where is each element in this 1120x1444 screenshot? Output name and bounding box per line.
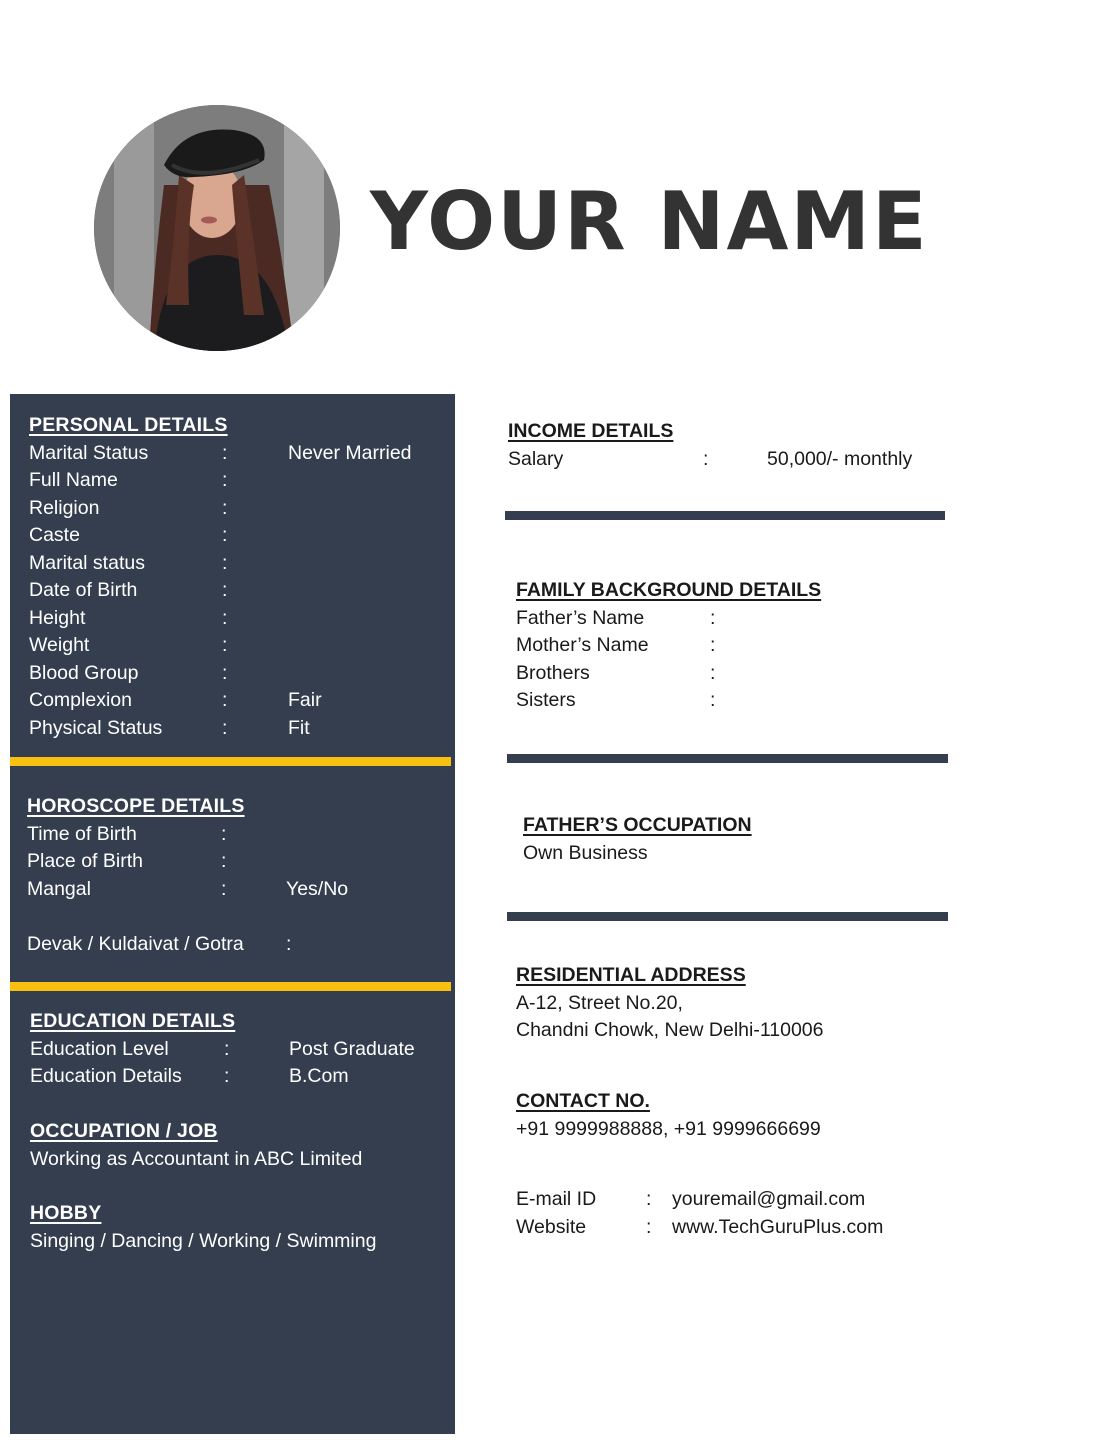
detail-row bbox=[27, 821, 447, 849]
detail-label: Mother’s Name bbox=[516, 634, 649, 656]
detail-row bbox=[30, 1036, 450, 1064]
detail-separator: : bbox=[222, 524, 228, 546]
detail-separator: : bbox=[710, 661, 716, 684]
detail-row bbox=[29, 605, 449, 633]
salary-label: Salary bbox=[508, 447, 564, 470]
horoscope-heading: HOROSCOPE DETAILS bbox=[27, 795, 245, 817]
address-section bbox=[516, 962, 956, 1045]
detail-separator: : bbox=[222, 469, 228, 491]
detail-row bbox=[29, 495, 449, 523]
detail-row bbox=[516, 660, 956, 688]
detail-separator: : bbox=[646, 1215, 652, 1238]
detail-separator: : bbox=[221, 877, 227, 900]
detail-label: Place of Birth bbox=[27, 850, 143, 872]
phone-numbers: +91 9999988888, +91 9999666699 bbox=[516, 1117, 821, 1140]
personal-details-heading: PERSONAL DETAILS bbox=[29, 414, 228, 436]
education-heading: EDUCATION DETAILS bbox=[30, 1010, 236, 1032]
family-heading: FAMILY BACKGROUND DETAILS bbox=[516, 579, 822, 601]
salary-value: 50,000/- monthly bbox=[767, 447, 913, 470]
hobby-text: Singing / Dancing / Working / Swimming bbox=[30, 1229, 377, 1252]
detail-separator: : bbox=[222, 661, 228, 684]
detail-label: Religion bbox=[29, 496, 100, 519]
fathers-occupation-section bbox=[523, 812, 943, 867]
detail-separator: : bbox=[222, 551, 228, 574]
family-section bbox=[516, 577, 956, 715]
detail-row bbox=[29, 660, 449, 688]
detail-value: Post Graduate bbox=[289, 1037, 415, 1060]
detail-separator: : bbox=[221, 850, 227, 872]
occupation-heading: OCCUPATION / JOB bbox=[30, 1120, 218, 1142]
section-divider bbox=[505, 511, 945, 520]
detail-value: B.Com bbox=[289, 1065, 349, 1087]
detail-value: Fit bbox=[288, 716, 310, 739]
detail-row bbox=[29, 632, 449, 660]
education-section bbox=[30, 1008, 450, 1091]
hobby-heading: HOBBY bbox=[30, 1202, 102, 1224]
detail-separator: : bbox=[222, 441, 228, 464]
detail-value: Yes/No bbox=[286, 877, 349, 900]
detail-row bbox=[27, 931, 447, 959]
detail-label: Mangal bbox=[27, 877, 91, 900]
detail-label: Full Name bbox=[29, 469, 118, 491]
detail-separator: : bbox=[222, 579, 228, 601]
detail-separator: : bbox=[222, 606, 228, 629]
detail-separator: : bbox=[710, 606, 716, 629]
online-contact-section bbox=[516, 1186, 956, 1241]
detail-row bbox=[516, 1214, 956, 1242]
detail-label: Education Level bbox=[30, 1037, 169, 1060]
hobby-section bbox=[30, 1200, 450, 1255]
horoscope-section bbox=[27, 793, 447, 958]
detail-separator: : bbox=[224, 1037, 230, 1060]
detail-label: Time of Birth bbox=[27, 822, 137, 845]
detail-row bbox=[516, 632, 956, 660]
occupation-text: Working as Accountant in ABC Limited bbox=[30, 1147, 363, 1170]
detail-row bbox=[508, 446, 948, 474]
detail-row bbox=[516, 687, 956, 715]
contact-section bbox=[516, 1088, 956, 1143]
detail-label: Devak / Kuldaivat / Gotra bbox=[27, 932, 244, 955]
detail-label: Physical Status bbox=[29, 716, 163, 739]
detail-label: Blood Group bbox=[29, 661, 139, 684]
email-value[interactable]: youremail@gmail.com bbox=[672, 1188, 866, 1210]
detail-label: Education Details bbox=[30, 1065, 182, 1087]
detail-row bbox=[27, 848, 447, 876]
detail-row bbox=[29, 715, 449, 743]
accent-divider bbox=[10, 757, 451, 766]
detail-label: Complexion bbox=[29, 689, 132, 711]
address-heading: RESIDENTIAL ADDRESS bbox=[516, 964, 746, 986]
personal-details-section bbox=[29, 412, 449, 742]
detail-row bbox=[29, 550, 449, 578]
detail-label: Height bbox=[29, 606, 86, 629]
detail-label: Caste bbox=[29, 524, 80, 546]
detail-label: Brothers bbox=[516, 661, 590, 684]
detail-separator: : bbox=[222, 496, 228, 519]
email-label: E-mail ID bbox=[516, 1188, 597, 1210]
detail-separator: : bbox=[646, 1188, 652, 1210]
contact-heading: CONTACT NO. bbox=[516, 1090, 650, 1112]
detail-separator: : bbox=[221, 822, 227, 845]
detail-label: Marital status bbox=[29, 551, 145, 574]
profile-photo bbox=[94, 105, 340, 351]
detail-row bbox=[29, 687, 449, 715]
section-divider bbox=[507, 754, 948, 763]
person-photo-icon bbox=[94, 105, 340, 351]
fathers-occupation-heading: FATHER’S OCCUPATION bbox=[523, 814, 752, 836]
detail-label: Father’s Name bbox=[516, 606, 645, 629]
detail-row bbox=[29, 467, 449, 495]
website-label: Website bbox=[516, 1215, 587, 1238]
detail-separator: : bbox=[710, 689, 716, 711]
detail-row bbox=[29, 440, 449, 468]
detail-row bbox=[516, 605, 956, 633]
accent-divider bbox=[10, 982, 451, 991]
detail-value: Never Married bbox=[288, 441, 412, 464]
page-title: YOUR NAME bbox=[370, 175, 929, 268]
income-heading: INCOME DETAILS bbox=[508, 420, 674, 442]
detail-separator: : bbox=[224, 1065, 230, 1087]
detail-row bbox=[27, 876, 447, 904]
detail-separator: : bbox=[710, 634, 716, 656]
detail-row bbox=[29, 577, 449, 605]
address-line-1: A-12, Street No.20, bbox=[516, 991, 683, 1014]
detail-value: Fair bbox=[288, 689, 322, 711]
detail-separator: : bbox=[286, 932, 292, 955]
detail-separator: : bbox=[222, 716, 228, 739]
section-divider bbox=[507, 912, 948, 921]
income-section bbox=[508, 418, 948, 473]
detail-separator: : bbox=[222, 689, 228, 711]
detail-separator: : bbox=[222, 634, 228, 656]
detail-label: Sisters bbox=[516, 689, 576, 711]
fathers-occupation-text: Own Business bbox=[523, 841, 648, 864]
detail-row bbox=[29, 522, 449, 550]
detail-separator: : bbox=[703, 447, 709, 470]
address-line-2: Chandni Chowk, New Delhi-110006 bbox=[516, 1019, 824, 1041]
detail-label: Weight bbox=[29, 634, 90, 656]
detail-row bbox=[30, 1063, 450, 1091]
occupation-section bbox=[30, 1118, 450, 1173]
website-value[interactable]: www.TechGuruPlus.com bbox=[672, 1215, 884, 1238]
detail-label: Marital Status bbox=[29, 441, 149, 464]
detail-label: Date of Birth bbox=[29, 579, 138, 601]
detail-row bbox=[516, 1186, 956, 1214]
